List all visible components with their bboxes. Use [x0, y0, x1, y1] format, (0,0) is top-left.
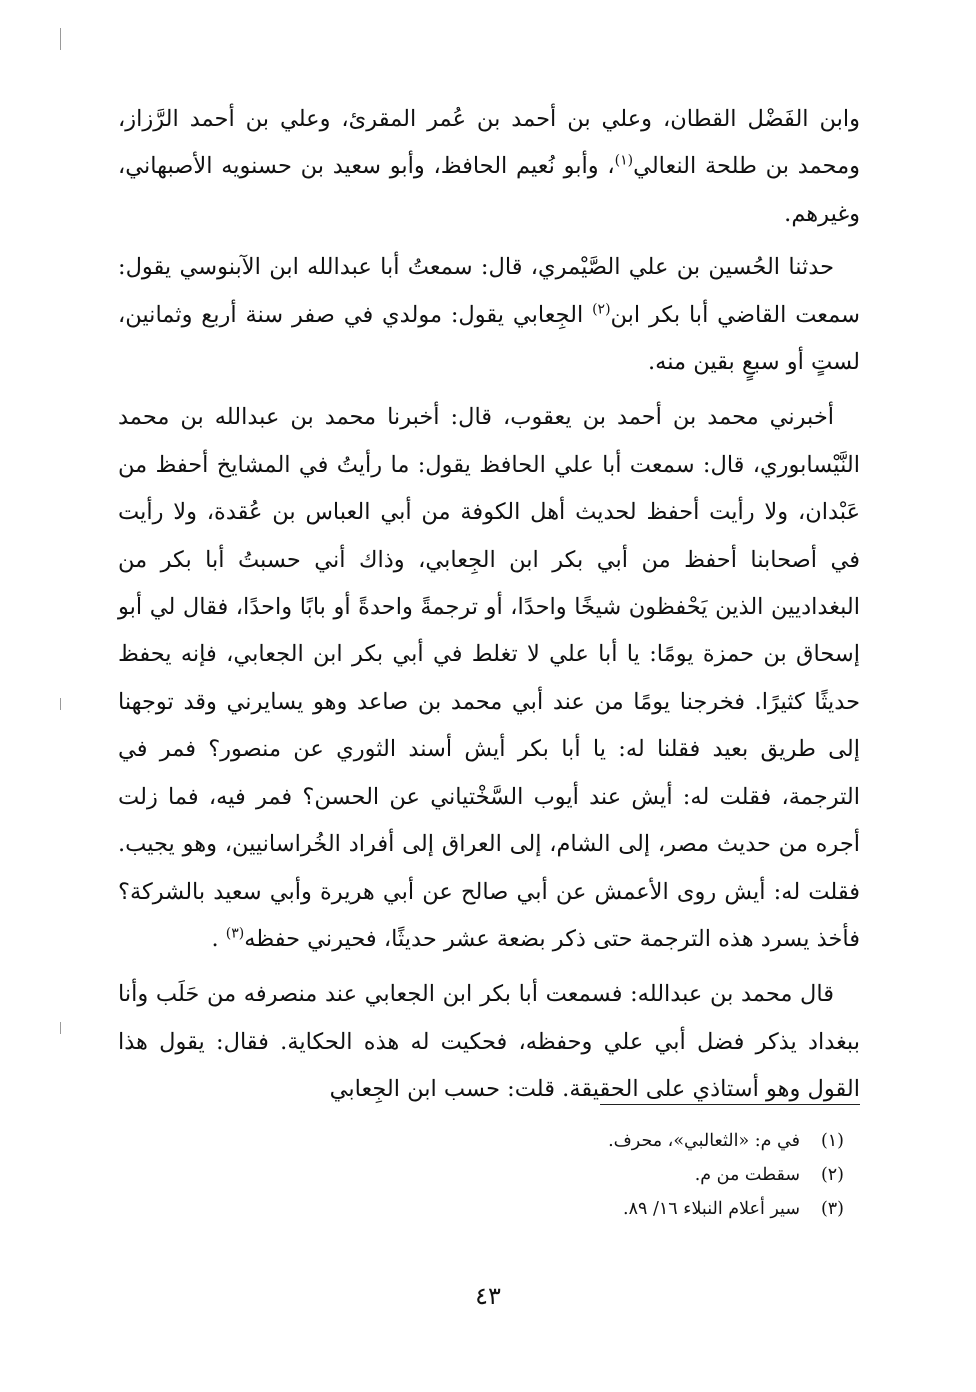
footnote-text: سقطت من م.	[694, 1165, 800, 1185]
paragraph-3: أخبرني محمد بن أحمد بن يعقوب، قال: أخبرنا محمد بن عبدالله بن محمد النَّيْسابوري، قال: سمعت أبا علي الحافظ يقول: ما رأيتُ في المشايخ أحفظ من عَبْدان، ولا رأيت أحفظ لحديث أهل الكوفة من أبي العباس بن عُقدة، ولا رأيت في أصحابنا أحفظ من أبي بكر ابن الجِعابي، وذاك أني حسبتُ أبا بكر من البغداديين الذين يَحْفظون شيخًا واحدًا، أو ترجمةً واحدةً أو بابًا واحدًا، فقال لي أبو إسحاق بن حمزة يومًا: يا أبا علي لا تغلط في أبي بكر ابن الجعابي، فإنه يحفظ حديثًا كثيرًا. فخرجنا يومًا من عند أبي محمد بن صاعد وهو يسايرني وقد توجهنا إلى طريق بعيد فقلنا له: يا أبا بكر أيش أسند الثوري عن منصور؟ فمر في الترجمة، فقلت له: أيش عند أيوب السَّخْتياني عن الحسن؟ فمر فيه، فما زلت أجره من حديث مصر، إلى الشام، إلى العراق إلى أفراد الخُراسانيين، وهو يجيب. فقلت له: أيش روى الأعمش عن أبي صالح عن أبي هريرة وأبي سعيد بالشركة؟ فأخذ يسرد هذه الترجمة حتى ذكر بضعة عشر حديثًا، فحيرني حفظه$^{(٣)}$ .	[118, 404, 860, 952]
footnote-text: سير أعلام النبلاء ١٦/ ٨٩.	[623, 1199, 800, 1219]
footnote-3	[244, 1192, 844, 1226]
footnotes-list	[244, 1124, 844, 1226]
paragraph-2: حدثنا الحُسين بن علي الصَّيْمري، قال: سمعتُ أبا عبدالله ابن الآبنوسي يقول: سمعت القاضي أبا بكر ابن$^{(٢)}$ الجِعابي يقول: مولدي في صفر سنة أربع وثمانين، لستٍ أو سبعٍ بقين منه.	[118, 254, 860, 376]
scan-margin-mark	[60, 698, 61, 710]
paragraph-4: قال محمد بن عبدالله: فسمعت أبا بكر ابن الجعابي عند منصرفه من حَلَب وأنا ببغداد يذكر فضل أبي علي وحفظه، فحكيت له هذه الحكاية. فقال: يقول هذا القول وهو أستاذي على الحقيقة. قلت: حسب ابن الجِعابي	[118, 981, 860, 1103]
page-number: ٤٣	[475, 1282, 501, 1310]
scan-margin-mark	[60, 28, 61, 50]
footnote-1	[244, 1124, 844, 1158]
footnote-reference-3: (٣)	[225, 925, 245, 942]
footnote-reference-2: (٢)	[592, 301, 611, 318]
footnote-2	[244, 1158, 844, 1192]
footnote-separator	[600, 1104, 860, 1105]
footnote-text: في م: «الثعالبي»، محرف.	[608, 1131, 800, 1151]
scan-margin-mark	[60, 1022, 61, 1034]
footnote-number: (١)	[820, 1131, 844, 1151]
paragraph-1: وابن الفَضْل القطان، وعلي بن أحمد بن عُمر المقرئ، وعلي بن أحمد الرَّزاز، ومحمد بن طلحة النعالي$^{(١)}$، وأبو نُعيم الحافظ، وأبو سعيد بن حسنويه الأصبهاني، وغيرهم.	[118, 106, 861, 227]
footnote-number: (٢)	[820, 1165, 844, 1185]
main-text	[118, 96, 860, 1114]
footnote-reference-1: (١)	[614, 152, 634, 169]
footnote-number: (٣)	[820, 1199, 844, 1219]
